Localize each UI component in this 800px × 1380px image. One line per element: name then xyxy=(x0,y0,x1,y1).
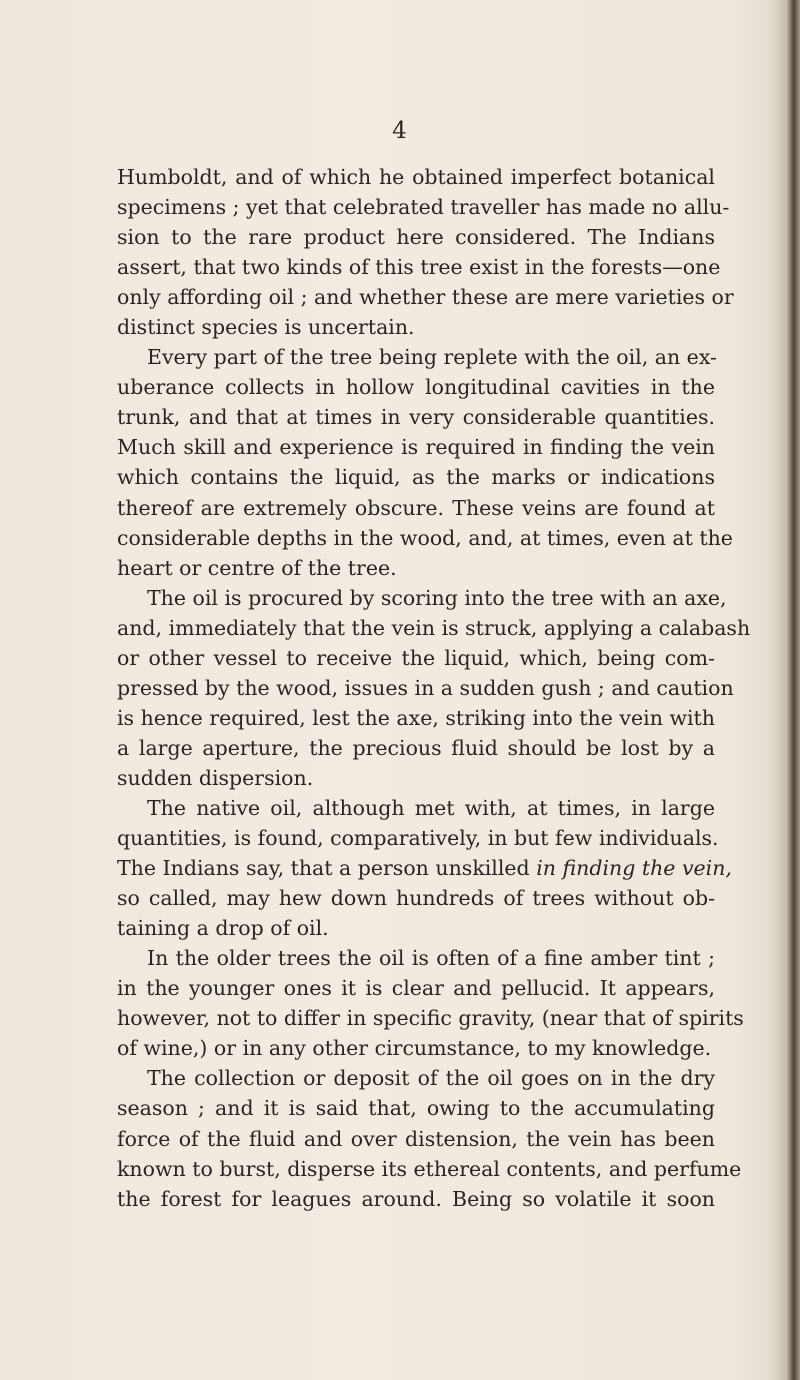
binding-shadow xyxy=(774,0,786,1380)
text-line: heart or centre of the tree. xyxy=(117,555,397,580)
text-line: known to burst, disperse its ethereal contents, and perfume xyxy=(117,1156,742,1181)
text-line: uberance collects in hollow longitudinal cavities in the xyxy=(117,375,715,400)
text-line: taining a drop of oil. xyxy=(117,916,329,941)
text-line: specimens ; yet that celebrated traveller has made no allu- xyxy=(117,195,730,220)
text-line: the forest for leagues around. Being so volatile it soon xyxy=(117,1186,715,1211)
text-line: The native oil, although met with, at times, in large xyxy=(147,795,715,820)
text-line: however, not to differ in specific gravity, (near that of spirits xyxy=(117,1006,744,1031)
text-line: of wine,) or in any other circumstance, to my knowledge. xyxy=(117,1036,712,1061)
text-line: is hence required, lest the axe, striking into the vein with xyxy=(117,705,715,730)
text-line: so called, may hew down hundreds of trees without ob- xyxy=(117,886,715,911)
text-line: force of the fluid and over distension, the vein has been xyxy=(117,1126,715,1151)
text-line: Every part of the tree being replete with the oil, an ex- xyxy=(147,345,717,370)
italic-phrase: in finding the vein, xyxy=(536,856,732,881)
text-line: in the younger ones it is clear and pellucid. It appears, xyxy=(117,976,715,1001)
text-line: Humboldt, and of which he obtained imperfect botanical xyxy=(117,165,715,189)
text-line xyxy=(117,853,732,883)
text-line: sion to the rare product here considered. The Indians xyxy=(117,225,715,250)
binding-edge xyxy=(786,0,800,1380)
text-line: and, immediately that the vein is struck, applying a calabash xyxy=(117,615,751,640)
text-line: sudden dispersion. xyxy=(117,765,314,790)
text-line: thereof are extremely obscure. These veins are found at xyxy=(117,495,715,520)
text-line: pressed by the wood, issues in a sudden gush ; and caution xyxy=(117,675,734,700)
text-line: trunk, and that at times in very considerable quantities. xyxy=(117,405,715,430)
text-run: The Indians say, that a person unskilled xyxy=(117,856,537,881)
text-line: season ; and it is said that, owing to the accumulating xyxy=(117,1096,715,1121)
text-line: The oil is procured by scoring into the tree with an axe, xyxy=(147,585,727,610)
text-line: assert, that two kinds of this tree exist in the forests—one xyxy=(117,255,721,280)
text-line: Much skill and experience is required in finding the vein xyxy=(117,435,715,460)
text-line: In the older trees the oil is often of a fine amber tint ; xyxy=(147,946,715,971)
text-line: or other vessel to receive the liquid, which, being com- xyxy=(117,645,715,670)
text-line: The collection or deposit of the oil goes on in the dry xyxy=(147,1066,715,1091)
page-number: 4 xyxy=(392,118,408,144)
text-line: which contains the liquid, as the marks or indications xyxy=(117,465,715,490)
text-line: considerable depths in the wood, and, at times, even at the xyxy=(117,525,733,550)
body-text xyxy=(117,162,751,1214)
text-line: a large aperture, the precious fluid should be lost by a xyxy=(117,735,715,760)
text-line: only affording oil ; and whether these are mere varieties or xyxy=(117,285,734,310)
text-line: quantities, is found, comparatively, in but few individuals. xyxy=(117,826,719,851)
text-line: distinct species is uncertain. xyxy=(117,315,415,340)
